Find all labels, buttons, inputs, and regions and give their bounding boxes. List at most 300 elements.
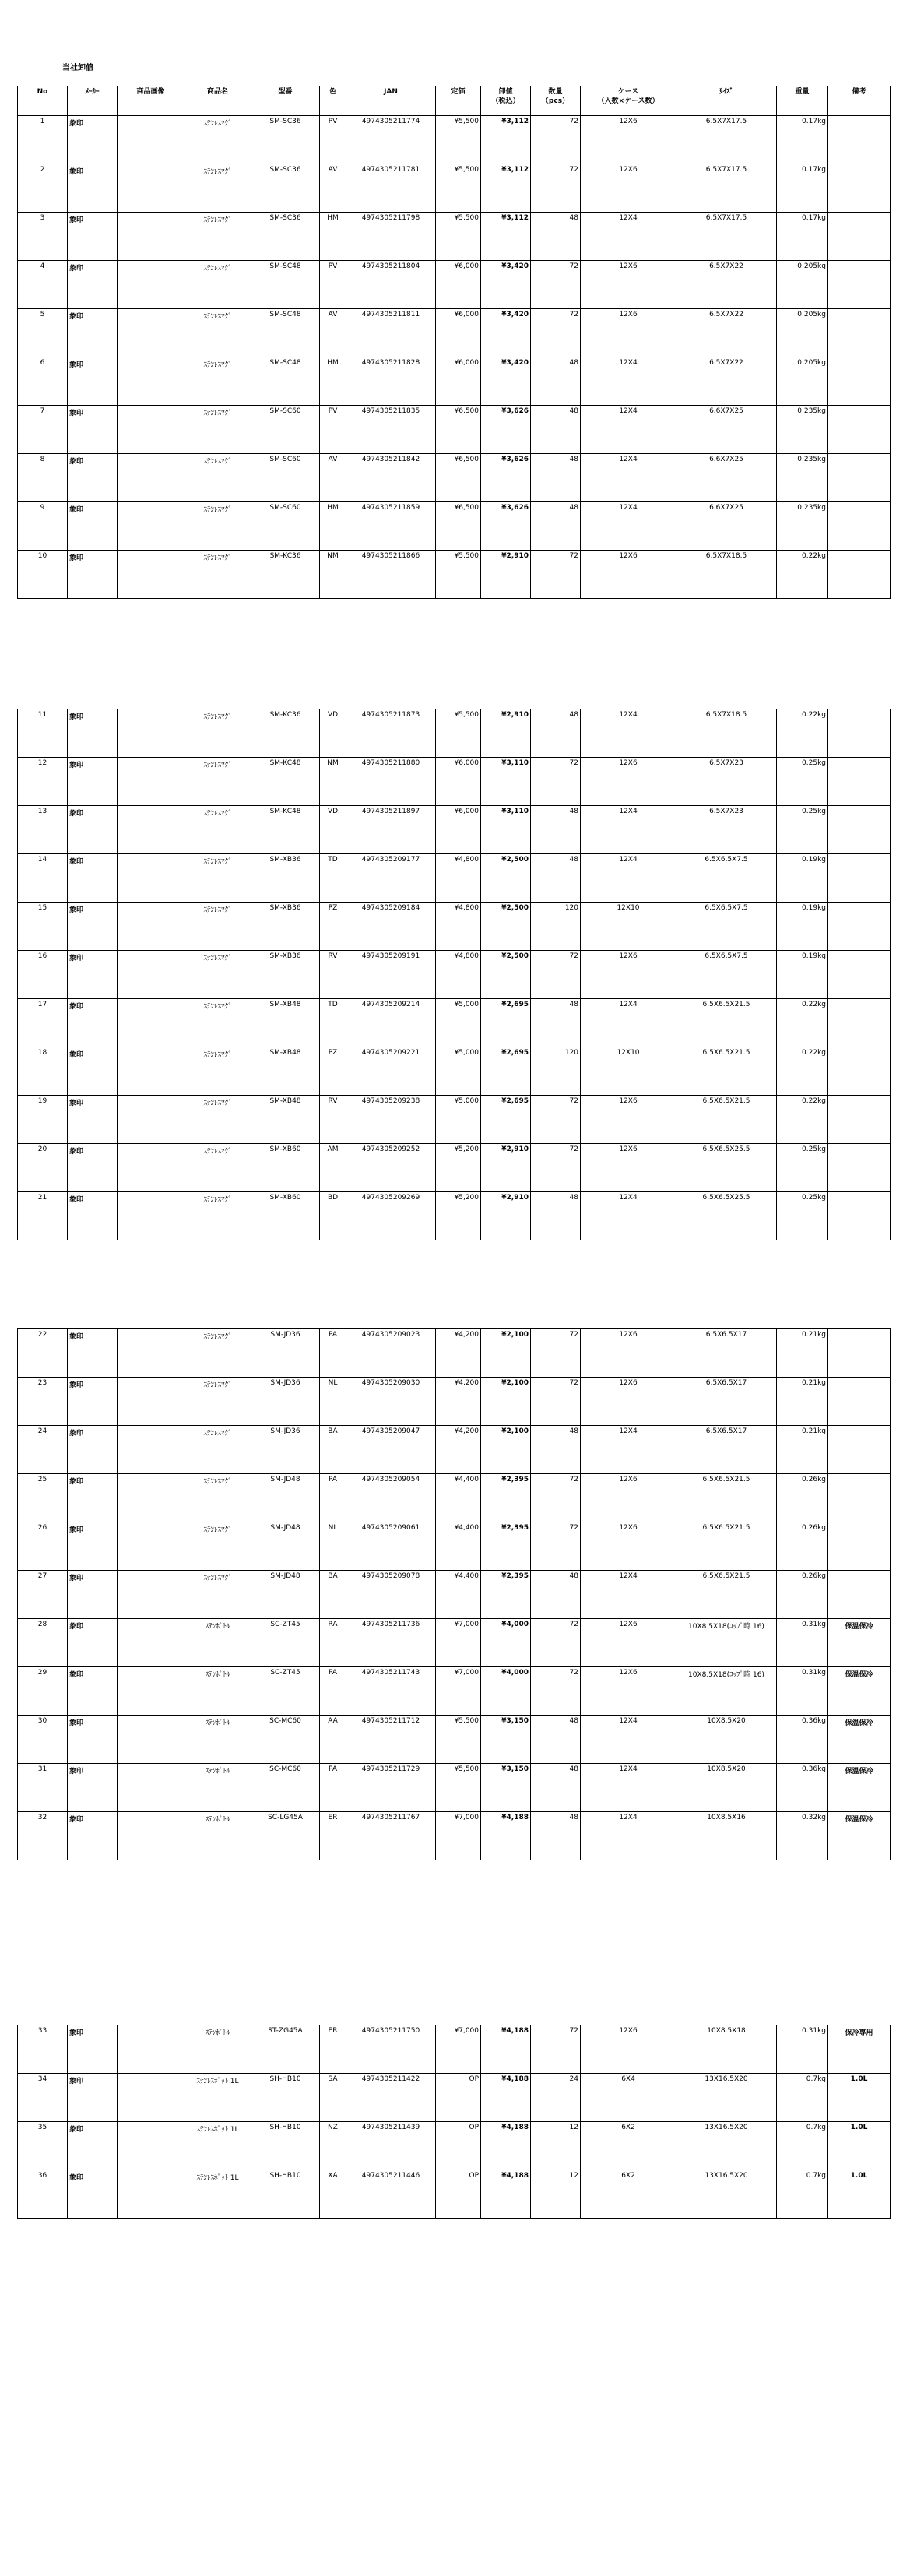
cell-list-price: ¥5,500 [436,116,481,164]
cell-model: SM-XB36 [251,951,320,999]
cell-product-image [118,213,184,261]
cell-size: 13X16.5X20 [676,2074,777,2122]
column-header-name [184,86,251,116]
cell-maker: 象印 [68,116,118,164]
cell-model: SC-ZT45 [251,1619,320,1667]
cell-maker: 象印 [68,2170,118,2219]
cell-maker: 象印 [68,406,118,454]
cell-quantity: 12 [531,2122,581,2170]
cell-model: SM-KC48 [251,758,320,806]
cell-color: NM [320,758,346,806]
cell-weight: 0.205kg [777,309,828,357]
cell-weight: 0.21kg [777,1426,828,1474]
cell-model: SM-KC36 [251,551,320,599]
cell-wholesale-price: ¥4,188 [481,2074,531,2122]
cell-case: 12X6 [581,1378,676,1426]
cell-weight: 0.21kg [777,1378,828,1426]
cell-note [828,758,891,806]
cell-note [828,357,891,406]
cell-product-image [118,1716,184,1764]
cell-weight: 0.36kg [777,1716,828,1764]
table-row [18,1096,891,1144]
cell-product-image [118,1667,184,1716]
cell-maker: 象印 [68,806,118,854]
cell-jan: 4974305209061 [346,1522,436,1571]
cell-size: 13X16.5X20 [676,2170,777,2219]
cell-quantity: 72 [531,551,581,599]
table-row [18,758,891,806]
cell-color: PV [320,261,346,309]
cell-list-price: ¥6,000 [436,758,481,806]
cell-product-image [118,1144,184,1192]
cell-product-name: ｽﾃﾝﾚｽﾏｸﾞ [184,758,251,806]
cell-product-name: ｽﾃﾝﾚｽﾏｸﾞ [184,854,251,903]
cell-weight: 0.235kg [777,454,828,502]
cell-jan: 4974305211804 [346,261,436,309]
cell-size: 6.5X7X17.5 [676,116,777,164]
table-row [18,951,891,999]
cell-size: 6.5X6.5X7.5 [676,903,777,951]
cell-wholesale-price: ¥3,626 [481,406,531,454]
cell-size: 6.5X6.5X17 [676,1329,777,1378]
cell-no: 15 [18,903,68,951]
cell-maker: 象印 [68,2025,118,2074]
cell-jan: 4974305209191 [346,951,436,999]
cell-model: ST-ZG45A [251,2025,320,2074]
cell-list-price: ¥6,000 [436,357,481,406]
cell-note [828,1144,891,1192]
header-text: （pcs） [541,97,570,105]
cell-case: 6X2 [581,2122,676,2170]
cell-product-name: ｽﾃﾝﾚｽﾏｸﾞ [184,357,251,406]
cell-quantity: 48 [531,357,581,406]
table-body [18,86,891,599]
cell-maker: 象印 [68,1192,118,1240]
cell-product-name: ｽﾃﾝﾎﾞﾄﾙ [184,1716,251,1764]
cell-list-price: ¥6,000 [436,309,481,357]
cell-no: 2 [18,164,68,213]
column-header-wholesale [481,86,531,116]
cell-product-image [118,1571,184,1619]
cell-note [828,551,891,599]
cell-maker: 象印 [68,1474,118,1522]
cell-case: 12X4 [581,1764,676,1812]
cell-quantity: 48 [531,1192,581,1240]
cell-no: 21 [18,1192,68,1240]
cell-no: 25 [18,1474,68,1522]
cell-product-image [118,806,184,854]
column-header-image [118,86,184,116]
cell-product-name: ｽﾃﾝﾚｽﾏｸﾞ [184,1192,251,1240]
cell-note [828,116,891,164]
cell-model: SM-SC36 [251,164,320,213]
cell-model: SM-JD36 [251,1426,320,1474]
table-row [18,357,891,406]
cell-product-image [118,1426,184,1474]
header-text: 卸値 [498,88,513,96]
cell-quantity: 72 [531,2025,581,2074]
table-row [18,1047,891,1096]
cell-size: 10X8.5X18(ｺｯﾌﾟ時 16) [676,1667,777,1716]
column-header-list-price [436,86,481,116]
cell-list-price: ¥4,200 [436,1329,481,1378]
cell-case: 12X6 [581,164,676,213]
table-row [18,1144,891,1192]
cell-model: SM-XB48 [251,1047,320,1096]
cell-color: BA [320,1571,346,1619]
cell-maker: 象印 [68,1378,118,1426]
cell-color: RV [320,1096,346,1144]
cell-no: 19 [18,1096,68,1144]
header-text: ケース [617,88,639,96]
cell-product-name: ｽﾃﾝﾎﾞﾄﾙ [184,1812,251,1860]
cell-size: 6.5X6.5X21.5 [676,1047,777,1096]
cell-model: SM-JD36 [251,1329,320,1378]
cell-product-image [118,406,184,454]
cell-case: 6X2 [581,2170,676,2219]
cell-jan: 4974305211422 [346,2074,436,2122]
cell-note [828,1474,891,1522]
cell-product-image [118,502,184,551]
cell-no: 33 [18,2025,68,2074]
cell-jan: 4974305211866 [346,551,436,599]
cell-no: 4 [18,261,68,309]
cell-case: 12X4 [581,1716,676,1764]
cell-wholesale-price: ¥3,420 [481,309,531,357]
cell-color: PA [320,1764,346,1812]
column-header-note [828,86,891,116]
cell-case: 12X4 [581,854,676,903]
cell-no: 11 [18,709,68,758]
cell-size: 6.5X7X23 [676,758,777,806]
cell-list-price: ¥6,500 [436,454,481,502]
cell-jan: 4974305209177 [346,854,436,903]
cell-wholesale-price: ¥2,500 [481,854,531,903]
cell-quantity: 72 [531,1144,581,1192]
cell-product-name: ｽﾃﾝﾚｽﾏｸﾞ [184,903,251,951]
table-row [18,551,891,599]
cell-size: 6.5X6.5X21.5 [676,999,777,1047]
header-text: JAN [384,88,398,96]
cell-product-image [118,309,184,357]
cell-list-price: ¥6,000 [436,806,481,854]
cell-case: 12X6 [581,1474,676,1522]
cell-product-image [118,709,184,758]
cell-list-price: ¥4,800 [436,854,481,903]
cell-wholesale-price: ¥2,395 [481,1474,531,1522]
cell-maker: 象印 [68,709,118,758]
cell-wholesale-price: ¥3,626 [481,502,531,551]
cell-case: 12X4 [581,999,676,1047]
table-row [18,2025,891,2074]
table-row [18,2170,891,2219]
cell-size: 6.5X6.5X25.5 [676,1192,777,1240]
cell-maker: 象印 [68,854,118,903]
cell-color: HM [320,357,346,406]
cell-model: SM-SC60 [251,406,320,454]
cell-list-price: ¥5,500 [436,213,481,261]
cell-note [828,309,891,357]
cell-weight: 0.19kg [777,903,828,951]
cell-list-price: ¥4,200 [436,1426,481,1474]
cell-size: 6.6X7X25 [676,502,777,551]
cell-color: AM [320,1144,346,1192]
cell-size: 6.5X6.5X21.5 [676,1522,777,1571]
cell-size: 6.5X6.5X7.5 [676,951,777,999]
cell-maker: 象印 [68,309,118,357]
cell-product-image [118,2025,184,2074]
cell-list-price: ¥5,500 [436,1716,481,1764]
table-row [18,213,891,261]
cell-note [828,951,891,999]
cell-wholesale-price: ¥2,910 [481,1144,531,1192]
cell-size: 6.5X6.5X7.5 [676,854,777,903]
cell-note: 1.0L [828,2170,891,2219]
cell-product-name: ｽﾃﾝﾚｽﾏｸﾞ [184,454,251,502]
cell-case: 12X4 [581,1571,676,1619]
cell-size: 6.6X7X25 [676,454,777,502]
cell-maker: 象印 [68,2074,118,2122]
cell-jan: 4974305211729 [346,1764,436,1812]
table-row [18,502,891,551]
cell-case: 12X6 [581,309,676,357]
cell-case: 12X4 [581,1426,676,1474]
cell-product-image [118,357,184,406]
cell-weight: 0.26kg [777,1571,828,1619]
cell-no: 28 [18,1619,68,1667]
cell-product-name: ｽﾃﾝﾎﾞﾄﾙ [184,1667,251,1716]
cell-color: NZ [320,2122,346,2170]
cell-case: 12X4 [581,213,676,261]
cell-case: 12X6 [581,551,676,599]
cell-product-name: ｽﾃﾝﾚｽﾏｸﾞ [184,1522,251,1571]
table-row [18,116,891,164]
cell-product-image [118,454,184,502]
cell-weight: 0.22kg [777,1096,828,1144]
cell-size: 6.5X6.5X25.5 [676,1144,777,1192]
cell-quantity: 72 [531,1619,581,1667]
cell-note: 保温保冷 [828,1619,891,1667]
column-header-maker [68,86,118,116]
cell-weight: 0.31kg [777,1667,828,1716]
cell-quantity: 48 [531,213,581,261]
cell-color: XA [320,2170,346,2219]
cell-note: 保温保冷 [828,1764,891,1812]
cell-wholesale-price: ¥2,910 [481,709,531,758]
cell-no: 36 [18,2170,68,2219]
cell-case: 12X6 [581,1096,676,1144]
cell-case: 12X6 [581,261,676,309]
cell-model: SM-KC36 [251,709,320,758]
cell-note [828,213,891,261]
cell-model: SC-ZT45 [251,1667,320,1716]
cell-list-price: ¥4,800 [436,951,481,999]
cell-product-name: ｽﾃﾝﾚｽﾏｸﾞ [184,1144,251,1192]
cell-color: RV [320,951,346,999]
cell-note [828,854,891,903]
cell-weight: 0.17kg [777,116,828,164]
cell-list-price: ¥4,400 [436,1474,481,1522]
cell-case: 12X6 [581,116,676,164]
cell-wholesale-price: ¥4,188 [481,2025,531,2074]
cell-note [828,1378,891,1426]
cell-size: 10X8.5X20 [676,1716,777,1764]
cell-note [828,806,891,854]
cell-list-price: ¥5,500 [436,551,481,599]
cell-no: 14 [18,854,68,903]
cell-wholesale-price: ¥4,188 [481,2122,531,2170]
cell-quantity: 72 [531,1378,581,1426]
cell-no: 20 [18,1144,68,1192]
cell-product-image [118,261,184,309]
cell-jan: 4974305209184 [346,903,436,951]
cell-jan: 4974305209252 [346,1144,436,1192]
cell-color: VD [320,709,346,758]
cell-model: SM-SC60 [251,502,320,551]
cell-product-image [118,854,184,903]
cell-product-name: ｽﾃﾝﾚｽﾏｸﾞ [184,116,251,164]
cell-list-price: ¥7,000 [436,1667,481,1716]
cell-no: 13 [18,806,68,854]
cell-product-image [118,758,184,806]
cell-jan: 4974305211439 [346,2122,436,2170]
cell-wholesale-price: ¥3,150 [481,1716,531,1764]
cell-note [828,999,891,1047]
cell-weight: 0.235kg [777,502,828,551]
cell-product-image [118,2170,184,2219]
cell-list-price: ¥5,500 [436,709,481,758]
cell-model: SM-XB60 [251,1192,320,1240]
cell-product-name: ｽﾃﾝﾚｽﾏｸﾞ [184,309,251,357]
price-table-page-2 [17,709,891,1240]
cell-weight: 0.205kg [777,357,828,406]
cell-size: 10X8.5X18 [676,2025,777,2074]
cell-maker: 象印 [68,213,118,261]
cell-list-price: ¥6,500 [436,502,481,551]
header-text: ｻｲｽﾞ [719,88,733,96]
cell-case: 12X4 [581,709,676,758]
cell-list-price: ¥4,400 [436,1571,481,1619]
header-text: 備考 [852,88,866,96]
cell-product-image [118,1474,184,1522]
cell-product-image [118,1329,184,1378]
cell-note [828,502,891,551]
table-row [18,1192,891,1240]
cell-note [828,1329,891,1378]
cell-jan: 4974305209269 [346,1192,436,1240]
cell-wholesale-price: ¥4,188 [481,2170,531,2219]
cell-wholesale-price: ¥3,112 [481,164,531,213]
cell-weight: 0.21kg [777,1329,828,1378]
price-table-page-3 [17,1328,891,1860]
cell-jan: 4974305209221 [346,1047,436,1096]
cell-model: SM-KC48 [251,806,320,854]
table-body [18,709,891,1240]
cell-maker: 象印 [68,1571,118,1619]
cell-size: 6.5X7X18.5 [676,551,777,599]
cell-no: 30 [18,1716,68,1764]
cell-jan: 4974305211750 [346,2025,436,2074]
cell-color: SA [320,2074,346,2122]
cell-no: 16 [18,951,68,999]
cell-model: SH-HB10 [251,2074,320,2122]
cell-weight: 0.22kg [777,551,828,599]
cell-product-name: ｽﾃﾝﾚｽﾏｸﾞ [184,1329,251,1378]
cell-size: 6.5X6.5X21.5 [676,1096,777,1144]
cell-list-price: ¥6,000 [436,261,481,309]
header-text: 商品名 [206,88,228,96]
cell-wholesale-price: ¥4,188 [481,1812,531,1860]
cell-color: TD [320,999,346,1047]
cell-jan: 4974305211859 [346,502,436,551]
table-row [18,806,891,854]
cell-color: HM [320,502,346,551]
cell-no: 24 [18,1426,68,1474]
cell-product-name: ｽﾃﾝﾚｽﾏｸﾞ [184,261,251,309]
cell-list-price: ¥5,000 [436,1096,481,1144]
header-text: 定価 [451,88,466,96]
cell-jan: 4974305211774 [346,116,436,164]
cell-jan: 4974305211781 [346,164,436,213]
cell-model: SM-SC48 [251,357,320,406]
cell-note [828,454,891,502]
cell-maker: 象印 [68,758,118,806]
cell-product-image [118,1192,184,1240]
cell-model: SC-MC60 [251,1764,320,1812]
cell-color: RA [320,1619,346,1667]
cell-weight: 0.25kg [777,806,828,854]
cell-model: SM-JD48 [251,1571,320,1619]
cell-note [828,709,891,758]
cell-no: 3 [18,213,68,261]
cell-product-image [118,1522,184,1571]
cell-weight: 0.36kg [777,1764,828,1812]
cell-jan: 4974305209047 [346,1426,436,1474]
cell-product-name: ｽﾃﾝﾚｽﾎﾟｯﾄ 1L [184,2122,251,2170]
cell-product-name: ｽﾃﾝﾚｽﾎﾟｯﾄ 1L [184,2074,251,2122]
cell-quantity: 72 [531,164,581,213]
cell-product-name: ｽﾃﾝﾚｽﾏｸﾞ [184,709,251,758]
cell-quantity: 48 [531,1812,581,1860]
table-row [18,999,891,1047]
cell-quantity: 72 [531,116,581,164]
cell-maker: 象印 [68,502,118,551]
cell-no: 35 [18,2122,68,2170]
cell-note [828,903,891,951]
cell-maker: 象印 [68,454,118,502]
cell-size: 6.5X7X22 [676,357,777,406]
cell-jan: 4974305211811 [346,309,436,357]
cell-wholesale-price: ¥2,910 [481,1192,531,1240]
cell-quantity: 120 [531,1047,581,1096]
cell-quantity: 72 [531,1667,581,1716]
cell-maker: 象印 [68,1426,118,1474]
cell-case: 12X10 [581,903,676,951]
cell-quantity: 48 [531,406,581,454]
cell-no: 18 [18,1047,68,1096]
cell-no: 6 [18,357,68,406]
cell-quantity: 72 [531,1522,581,1571]
cell-product-name: ｽﾃﾝﾚｽﾏｸﾞ [184,1474,251,1522]
cell-wholesale-price: ¥3,150 [481,1764,531,1812]
cell-case: 12X6 [581,2025,676,2074]
cell-maker: 象印 [68,1716,118,1764]
cell-weight: 0.19kg [777,854,828,903]
cell-jan: 4974305211712 [346,1716,436,1764]
cell-weight: 0.7kg [777,2074,828,2122]
cell-quantity: 48 [531,1426,581,1474]
cell-weight: 0.25kg [777,1144,828,1192]
